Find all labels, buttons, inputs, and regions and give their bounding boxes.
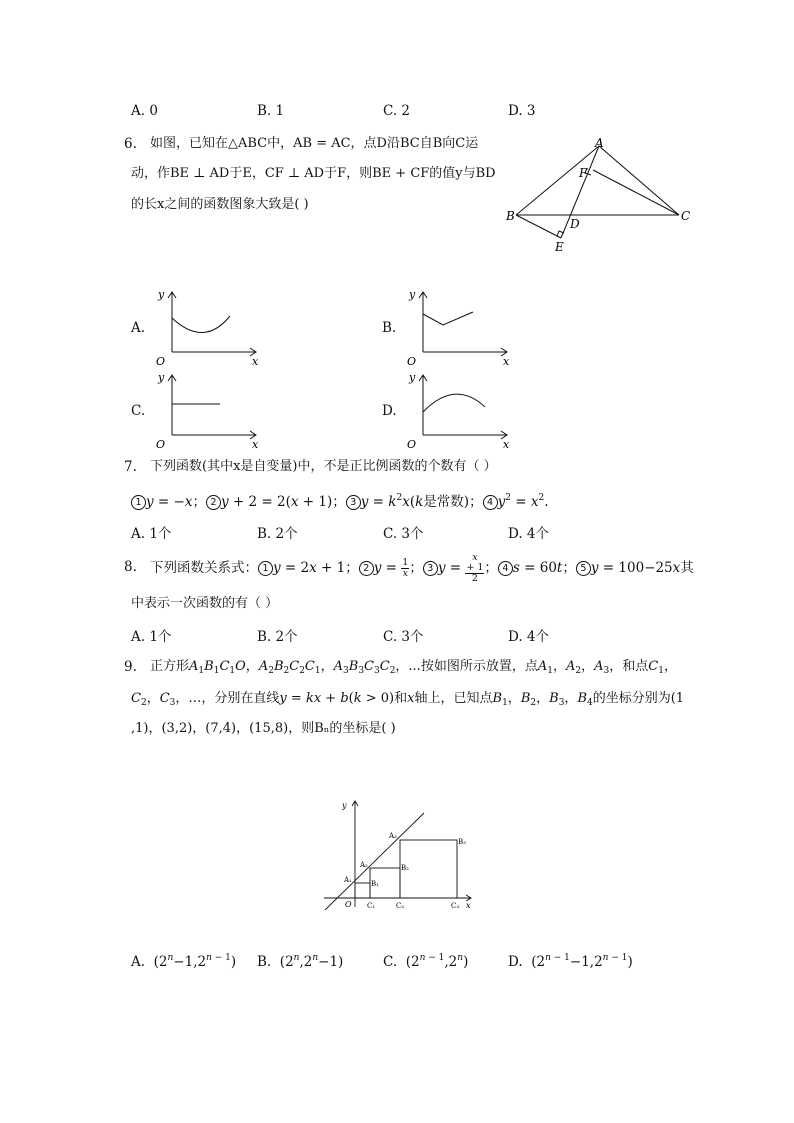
q7-option-d: D. 4个 [508, 526, 550, 542]
q7-number: 7. [124, 459, 137, 475]
q6b-y-label: y [409, 288, 416, 301]
q6-fig-label-d: D [570, 217, 580, 231]
q9-option-b: B. $(2^n,2^n-1)$ [257, 953, 344, 970]
q6a-origin-label: O [156, 355, 166, 368]
q9-number: 9. [124, 659, 137, 675]
q6-triangle-figure [500, 135, 700, 260]
q5-option-c: C. 2 [383, 103, 411, 119]
q8-option-c: C. 3个 [383, 629, 424, 645]
q9-origin-label: O [345, 900, 352, 909]
q6c-origin-label: O [156, 438, 166, 451]
q7-option-a: A. 1个 [131, 526, 172, 542]
q7-line-2: 1 y = −x； 2 y + 2 = 2(x + 1)； 3 $y = k^2x(k$是常数)； 4 $y^2 = x^2$. [131, 489, 549, 511]
q6-graph-c [152, 369, 262, 451]
q6d-x-label: x [503, 438, 510, 451]
q7-option-c: C. 3个 [383, 526, 424, 542]
q9-label-b3: B₃ [458, 838, 466, 846]
q6-graph-a [152, 286, 262, 368]
q9-x-label: x [466, 901, 471, 910]
q9-label-c2: C₂ [396, 902, 405, 910]
q6-option-d: D. [382, 403, 397, 419]
q6-line-1: 如图，已知在△ABC中，AB = AC，点D沿BC自B向C运 [150, 136, 479, 151]
q9-label-c3: C₃ [451, 902, 460, 910]
q9-label-a3: A₃ [389, 832, 397, 840]
q6a-y-label: y [158, 288, 165, 301]
q9-option-c: C. $(2^{n - 1},2^n)$ [383, 953, 469, 970]
q6-option-c: C. [131, 403, 146, 419]
q6a-x-label: x [252, 355, 259, 368]
q9-squares-figure [320, 795, 480, 917]
q6d-origin-label: O [407, 438, 417, 451]
q6c-y-label: y [158, 371, 165, 384]
q6-fig-label-f: F [579, 166, 588, 180]
q9-option-a: A. $(2^n-1,2^{n - 1})$ [131, 953, 237, 970]
q6-fig-label-a: A [595, 136, 604, 150]
q6-option-a: A. [131, 320, 146, 336]
q9-line-2: $C_2$，$C_3$，…，分别在直线y = kx + b(k > 0)和x轴上，已知点$B_1$，$B_2$，$B_3$，$B_4$的坐标分别为(1 [131, 691, 685, 708]
q7-option-b: B. 2个 [257, 526, 298, 542]
q8-line-2: 中表示一次函数的有（ ） [131, 596, 279, 611]
q8-line-1: 下列函数关系式： 1 y = 2x + 1； 2 y = $\frac{1}{x}$ ； 3 y = x + 1 2 ； 4 s = 60t； 5 y = 100−25x其 [150, 552, 694, 584]
q9-line-3: ,1)，(3,2)，(7,4)，(15,8)，则Bₙ的坐标是( ) [131, 721, 396, 736]
q6b-origin-label: O [407, 355, 417, 368]
q9-option-d: D. $(2^{n - 1}-1,2^{n - 1})$ [508, 953, 633, 970]
q6-fig-label-c: C [681, 209, 691, 223]
q8-option-b: B. 2个 [257, 629, 298, 645]
q6-fig-label-e: E [555, 240, 564, 254]
q5-option-d: D. 3 [508, 103, 536, 119]
q6-fig-label-b: B [506, 209, 515, 223]
q6-graph-d [403, 369, 513, 451]
q9-label-a1: A₁ [344, 876, 352, 884]
q6b-x-label: x [503, 355, 510, 368]
q6-line-3: 的长x之间的函数图象大致是( ) [131, 197, 309, 212]
q6-graph-b [403, 286, 513, 368]
q5-option-a: A. 0 [131, 103, 158, 119]
q9-label-a2: A₂ [360, 861, 368, 869]
q8-number: 8. [124, 559, 137, 575]
q6c-x-label: x [252, 438, 259, 451]
q6-number: 6. [124, 136, 137, 152]
q9-label-c1: C₁ [367, 902, 376, 910]
q9-label-b1: B₁ [371, 880, 379, 888]
q9-y-label: y [342, 801, 347, 810]
q8-option-a: A. 1个 [131, 629, 172, 645]
q9-line-1: 正方形$A_1B_1C_1O$，$A_2B_2C_2C_1$，$A_3B_3C_3C_2$，...按如图所示放置，点$A_1$，$A_2$，$A_3$，和点$C_1$， [150, 659, 677, 676]
q8-option-d: D. 4个 [508, 629, 550, 645]
q6-option-b: B. [382, 320, 397, 336]
q6-line-2: 动，作BE ⊥ AD于E，CF ⊥ AD于F，则BE + CF的值y与BD [131, 166, 496, 181]
q7-line-1: 下列函数(其中x是自变量)中，不是正比例函数的个数有（ ） [150, 459, 497, 474]
q5-option-b: B. 1 [257, 103, 285, 119]
q9-label-b2: B₂ [401, 864, 409, 872]
q6d-y-label: y [409, 371, 416, 384]
